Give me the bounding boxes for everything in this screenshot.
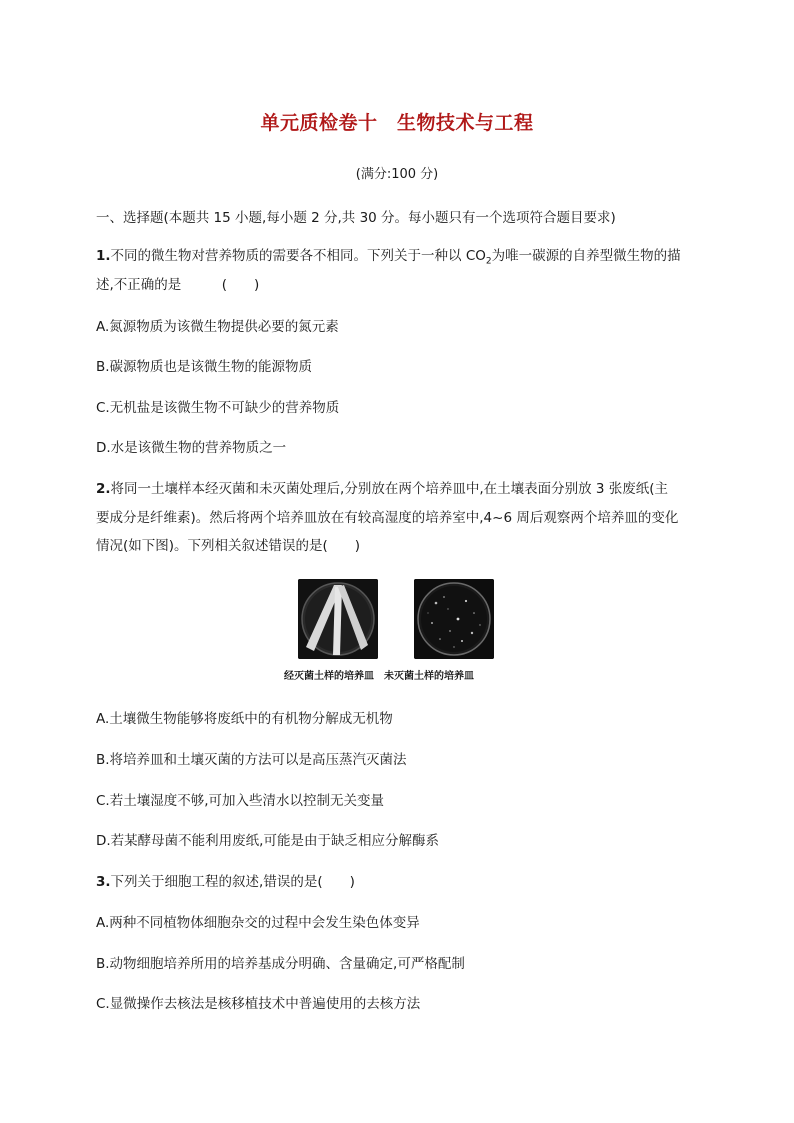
unsterilized-dish-photo	[414, 579, 494, 659]
question-1-line-1	[96, 244, 681, 267]
question-3-option-b: B.动物细胞培养所用的培养基成分明确、含量确定,可严格配制	[96, 956, 465, 972]
question-2-line-1	[96, 477, 668, 497]
caption-sterilized: 经灭菌土样的培养皿	[284, 671, 374, 682]
question-2-text-1: 将同一土壤样本经灭菌和未灭菌处理后,分别放在两个培养皿中,在土壤表面分别放 3 张废纸(主	[110, 481, 669, 497]
question-2-option-a: A.土壤微生物能够将废纸中的有机物分解成无机物	[96, 711, 393, 727]
question-1-option-d: D.水是该微生物的营养物质之一	[96, 440, 287, 456]
question-2-option-d: D.若某酵母菌不能利用废纸,可能是由于缺乏相应分解酶系	[96, 833, 439, 849]
figure-caption	[284, 667, 484, 682]
caption-unsterilized: 未灭菌土样的培养皿	[384, 671, 474, 682]
question-2-number: 2.	[96, 481, 111, 497]
score-note: (满分:100 分)	[355, 167, 439, 182]
question-2-line-3: 情况(如下图)。下列相关叙述错误的是( )	[96, 538, 361, 554]
page-title: 单元质检卷十 生物技术与工程	[260, 112, 534, 134]
question-3-number: 3.	[96, 874, 111, 890]
question-1-option-c: C.无机盐是该微生物不可缺少的营养物质	[96, 400, 340, 416]
question-3-option-c: C.显微操作去核法是核移植技术中普遍使用的去核方法	[96, 996, 421, 1012]
question-1-text-b: 为唯一碳源的自养型微生物的描	[491, 248, 681, 264]
question-2-option-b: B.将培养皿和土壤灭菌的方法可以是高压蒸汽灭菌法	[96, 752, 407, 768]
question-1-line-2: 述,不正确的是 ( )	[96, 277, 260, 293]
question-2-option-c: C.若土壤湿度不够,可加入些清水以控制无关变量	[96, 793, 385, 809]
question-3-line-1	[96, 870, 355, 890]
question-1-subscript: 2	[485, 256, 492, 267]
question-3-option-a: A.两种不同植物体细胞杂交的过程中会发生染色体变异	[96, 915, 420, 931]
question-1-option-b: B.碳源物质也是该微生物的能源物质	[96, 359, 313, 375]
question-1-option-a: A.氮源物质为该微生物提供必要的氮元素	[96, 319, 339, 335]
section-heading: 一、选择题(本题共 15 小题,每小题 2 分,共 30 分。每小题只有一个选项符合题目要求)	[96, 210, 616, 226]
question-1-number: 1.	[96, 248, 111, 264]
question-1-text-a: 不同的微生物对营养物质的需要各不相同。下列关于一种以 CO	[110, 248, 486, 264]
sterilized-dish-photo	[298, 579, 378, 659]
question-3-stem: 下列关于细胞工程的叙述,错误的是( )	[110, 874, 355, 890]
question-2-line-2: 要成分是纤维素)。然后将两个培养皿放在有较高湿度的培养室中,4~6 周后观察两个培养皿的变化	[96, 510, 679, 526]
